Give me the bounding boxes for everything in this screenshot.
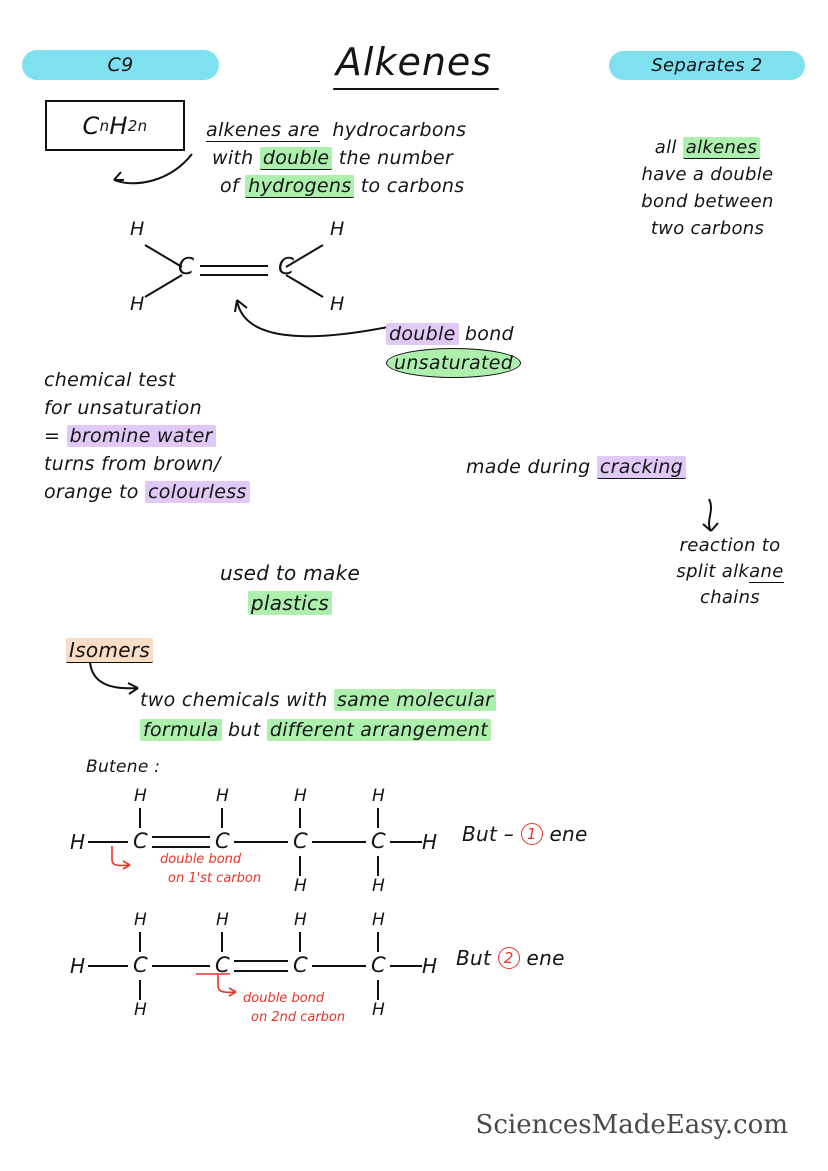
but1-top-h-1: H xyxy=(134,786,148,806)
isomers-title-text: Isomers xyxy=(66,638,153,663)
but2-carbon-1: C xyxy=(133,953,148,977)
double-bond-highlight: double xyxy=(386,323,459,345)
but2-bottom-h-1: H xyxy=(134,1000,148,1020)
but1-annotation-line1: double bond xyxy=(160,852,242,867)
but2-bottom-h-2: H xyxy=(372,1000,386,1020)
but2-carbon-2: C xyxy=(215,953,230,977)
isomers-def-highlight1: same molecular xyxy=(334,689,496,711)
plastics-note xyxy=(160,558,420,618)
footer-site-text: SciencesMadeEasy.com xyxy=(475,1110,788,1140)
plastics-line1: used to make xyxy=(219,561,361,585)
formula-n: n xyxy=(99,116,110,135)
but2-name-number: 2 xyxy=(498,947,520,969)
cracking-highlight: cracking xyxy=(597,456,686,479)
but1-carbon-3: C xyxy=(293,829,308,853)
but2-name-prefix: But xyxy=(456,946,492,970)
formula-c: C xyxy=(82,111,100,140)
right-note-highlight: alkenes xyxy=(683,137,761,159)
general-formula-box xyxy=(45,100,185,151)
but2-top-h-1: H xyxy=(134,910,148,930)
but1-name-suffix: ene xyxy=(549,822,588,846)
cracking-sub-ane: ane xyxy=(749,561,784,582)
formula-h: H xyxy=(109,111,128,140)
plastics-highlight: plastics xyxy=(248,591,332,615)
but2-annotation xyxy=(243,989,345,1027)
cracking-sub-line3: chains xyxy=(700,587,760,608)
but1-annotation-arrow-icon xyxy=(108,844,164,872)
isomers-def-highlight2: different arrangement xyxy=(267,719,491,741)
but1-annotation-line2: on 1'st carbon xyxy=(168,871,262,886)
butene-label xyxy=(86,757,160,777)
double-bond-label xyxy=(386,320,606,378)
ethene-atom-h1: H xyxy=(130,218,145,240)
separates-badge xyxy=(609,51,805,80)
bromine-water-highlight: bromine water xyxy=(67,425,216,447)
isomers-title xyxy=(66,638,153,662)
bromine-line5-a: orange to xyxy=(44,481,139,503)
cracking-note xyxy=(466,456,786,478)
but1-right-h: H xyxy=(422,830,438,854)
bromine-test-note xyxy=(44,366,374,506)
but2-carbon-3: C xyxy=(293,953,308,977)
but1-carbon-4: C xyxy=(371,829,386,853)
but2-top-h-2: H xyxy=(216,910,230,930)
but2-right-h: H xyxy=(422,954,438,978)
but1-top-h-3: H xyxy=(294,786,308,806)
but2-carbon-4: C xyxy=(371,953,386,977)
right-note-line4: two carbons xyxy=(650,218,765,239)
but2-annotation-line2: on 2nd carbon xyxy=(251,1010,346,1025)
isomers-definition xyxy=(140,685,700,745)
formula-2n: 2n xyxy=(127,116,148,135)
but1-top-h-4: H xyxy=(372,786,386,806)
but1-bottom-h-1: H xyxy=(294,876,308,896)
intro-line3-a: of xyxy=(220,175,239,197)
unsaturated-label: unsaturated xyxy=(386,348,521,378)
intro-line2-a: with xyxy=(212,147,254,169)
right-note-line2: have a double xyxy=(641,164,774,185)
cracking-text: made during xyxy=(466,456,591,478)
topic-code-text: C9 xyxy=(107,54,134,76)
title-underline xyxy=(333,88,499,90)
colourless-highlight: colourless xyxy=(145,481,250,503)
intro-text xyxy=(206,116,566,200)
cracking-sub-note xyxy=(630,533,828,611)
right-note-line1-a: all xyxy=(654,137,677,158)
but2-left-h: H xyxy=(70,954,86,978)
but1-left-h: H xyxy=(70,830,86,854)
isomers-def-formula: formula xyxy=(140,719,222,741)
footer-watermark xyxy=(0,1110,828,1140)
bromine-line4: turns from brown/ xyxy=(44,453,221,475)
intro-line1-b: hydrocarbons xyxy=(332,119,467,141)
ethene-atom-c1: C xyxy=(178,254,195,280)
intro-line3-b: to carbons xyxy=(360,175,465,197)
isomers-def-but: but xyxy=(228,719,261,741)
but-2-ene-name xyxy=(456,946,565,970)
but2-top-h-4: H xyxy=(372,910,386,930)
but1-annotation xyxy=(160,850,261,888)
bromine-line2: for unsaturation xyxy=(44,397,202,419)
intro-line2-highlight: double xyxy=(260,147,333,170)
intro-line3-highlight: hydrogens xyxy=(245,175,354,198)
but1-carbon-2: C xyxy=(215,829,230,853)
ethene-atom-c2: C xyxy=(278,254,295,280)
double-bond-word: bond xyxy=(464,323,514,345)
butene-label-text: Butene : xyxy=(86,757,161,777)
ethene-atom-h3: H xyxy=(330,218,345,240)
but1-name-number: 1 xyxy=(521,823,543,845)
but2-name-suffix: ene xyxy=(526,946,565,970)
separates-badge-text: Separates 2 xyxy=(651,55,763,76)
but1-carbon-1: C xyxy=(133,829,148,853)
cracking-sub-line2-a: split alk xyxy=(676,561,750,582)
bromine-line3-a: = xyxy=(44,425,61,447)
right-note-line3: bond between xyxy=(641,191,774,212)
page-title-text: Alkenes xyxy=(335,40,493,84)
ethene-atom-h2: H xyxy=(130,293,145,315)
cracking-sub-line1: reaction to xyxy=(679,535,781,556)
but2-top-h-3: H xyxy=(294,910,308,930)
formula-arrow-icon xyxy=(100,148,200,196)
but1-bottom-h-2: H xyxy=(372,876,386,896)
but1-name-prefix: But – xyxy=(462,822,515,846)
ethene-atom-h4: H xyxy=(330,293,345,315)
intro-line2-b: the number xyxy=(338,147,454,169)
double-bond-arrow-icon xyxy=(225,282,400,352)
isomers-def-line1-a: two chemicals with xyxy=(140,689,328,711)
but2-annotation-line1: double bond xyxy=(243,991,325,1006)
bromine-line1: chemical test xyxy=(44,369,176,391)
right-note xyxy=(600,134,815,242)
but1-top-h-2: H xyxy=(216,786,230,806)
but-1-ene-name xyxy=(462,822,588,846)
intro-line1-a: alkenes are xyxy=(206,119,320,141)
